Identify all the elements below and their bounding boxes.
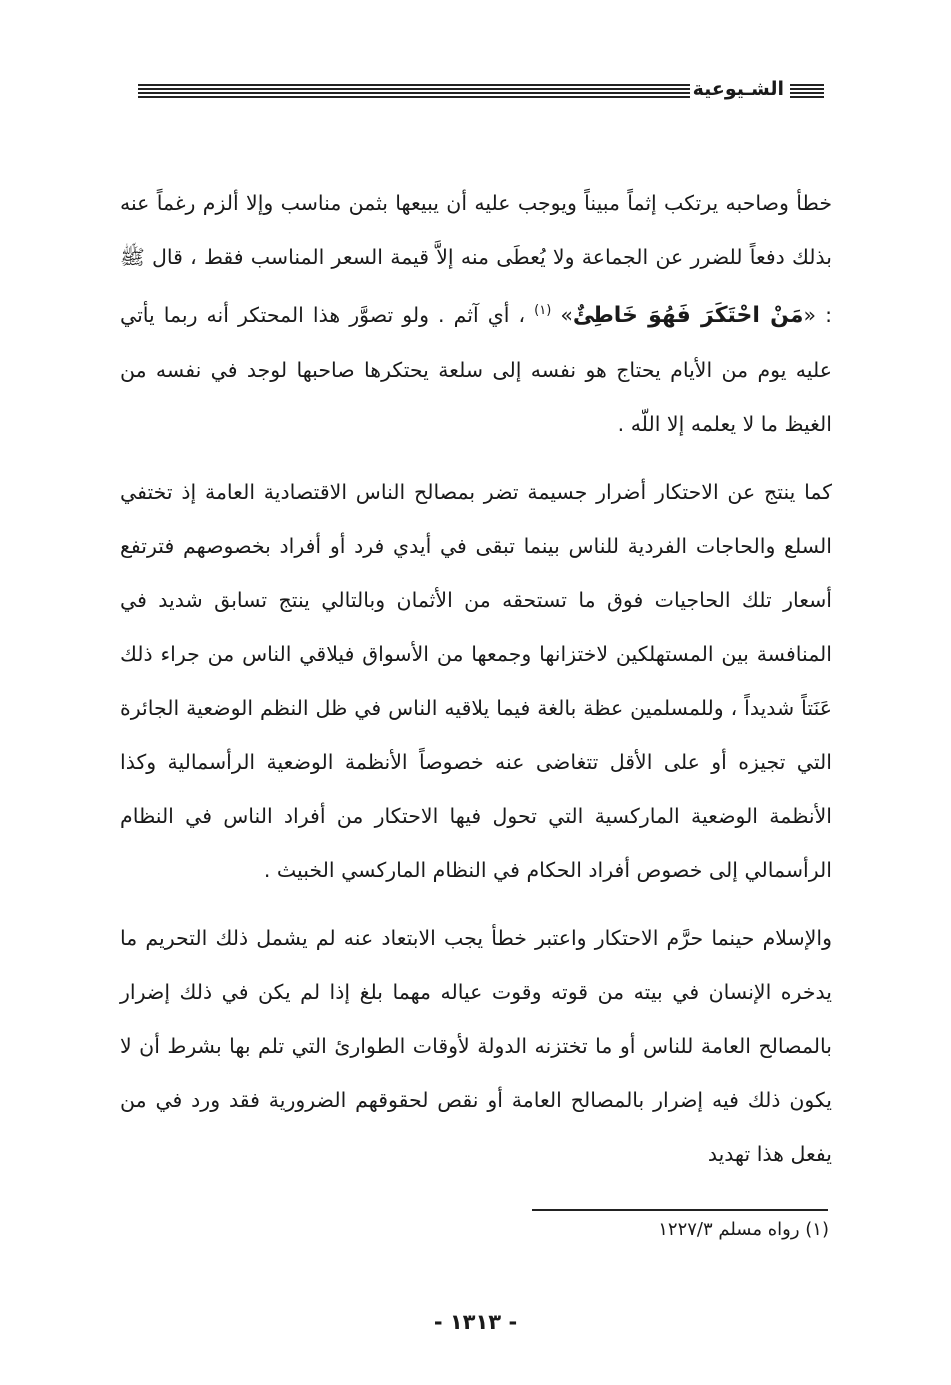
paragraph-1 (120, 176, 832, 451)
hadith-quote: مَنْ احْتَكَرَ فَهُوَ خَاطِئٌ (572, 302, 804, 328)
page-number: - ١٣١٣ - (433, 1310, 518, 1334)
paragraph-3: والإسلام حينما حرَّم الاحتكار واعتبر خطأ يجب الابتعاد عنه لم يشمل ذلك التحريم ما يدخره الإنسان في بيته من قوته وقوت عياله مهما بلغ إذا لم يكن في ذلك إضرار بالمصالح العامة للناس أو ما تختزنه الدولة لأوقات الطوارئ التي تلم بها بشرط أن لا يكون ذلك فيه إضرار بالمصالح العامة أو نقص لحقوقهم الضرورية فقد ورد في من يفعل هذا تهديد (120, 925, 832, 1166)
header-rule-right (790, 84, 824, 99)
main-text (120, 176, 832, 1181)
header-title: الشـيوعية (692, 78, 784, 100)
paragraph-2: كما ينتج عن الاحتكار أضرار جسيمة تضر بمصالح الناس الاقتصادية العامة إذ تختفي السلع والحاجات الفردية للناس بينما تبقى في أيدي فرد أو أفراد بخصوصهم فترتفع أسعار تلك الحاجيات فوق ما تستحقه من الأثمان وبالتالي ينتج تسابق شديد في المنافسة بين المستهلكين لاختزانها وجمعها من الأسواق فيلاقي الناس من جراء ذلك عَنَتاً شديداً ، وللمسلمين عظة بالغة فيما يلاقيه الناس في ظل النظم الوضعية الجائرة التي تجيزه أو على الأقل تتغاضى عنه خصوصاً الأنظمة الوضعية الرأسمالية وكذا الأنظمة الوضعية الماركسية التي تحول فيها الاحتكار من أفراد الناس في النظام الرأسمالي إلى خصوص أفراد الحكام في النظام الماركسي الخبيث . (120, 479, 832, 882)
quote-close: » (551, 302, 573, 327)
paragraph-1-after-quote: ، أي آثم . ولو تصوَّر هذا المحتكر أنه ربما يأتي عليه يوم من الأيام يحتاج هو نفسه إلى سلعة يحتكرها صاحبها لوجد في نفسه من الغيظ ما لا يعلمه إلا اللّه . (120, 302, 832, 436)
header-rule-left (138, 84, 690, 99)
footnote-divider (532, 1209, 828, 1211)
running-header (138, 80, 824, 106)
footnote: (١) رواه مسلم ١٢٢٧/٣ (658, 1219, 829, 1240)
footnote-reference[interactable]: (١) (534, 303, 552, 318)
paragraph-1-before-quote: خطأ وصاحبه يرتكب إثماً مبيناً ويوجب عليه أن يبيعها بثمن مناسب وإلا ألزم رغماً عنه بذلك دفعاً للضرر عن الجماعة ولا يُعطَى منه إلاَّ قيمة السعر المناسب فقط ، قال ﷺ : « (120, 191, 833, 327)
